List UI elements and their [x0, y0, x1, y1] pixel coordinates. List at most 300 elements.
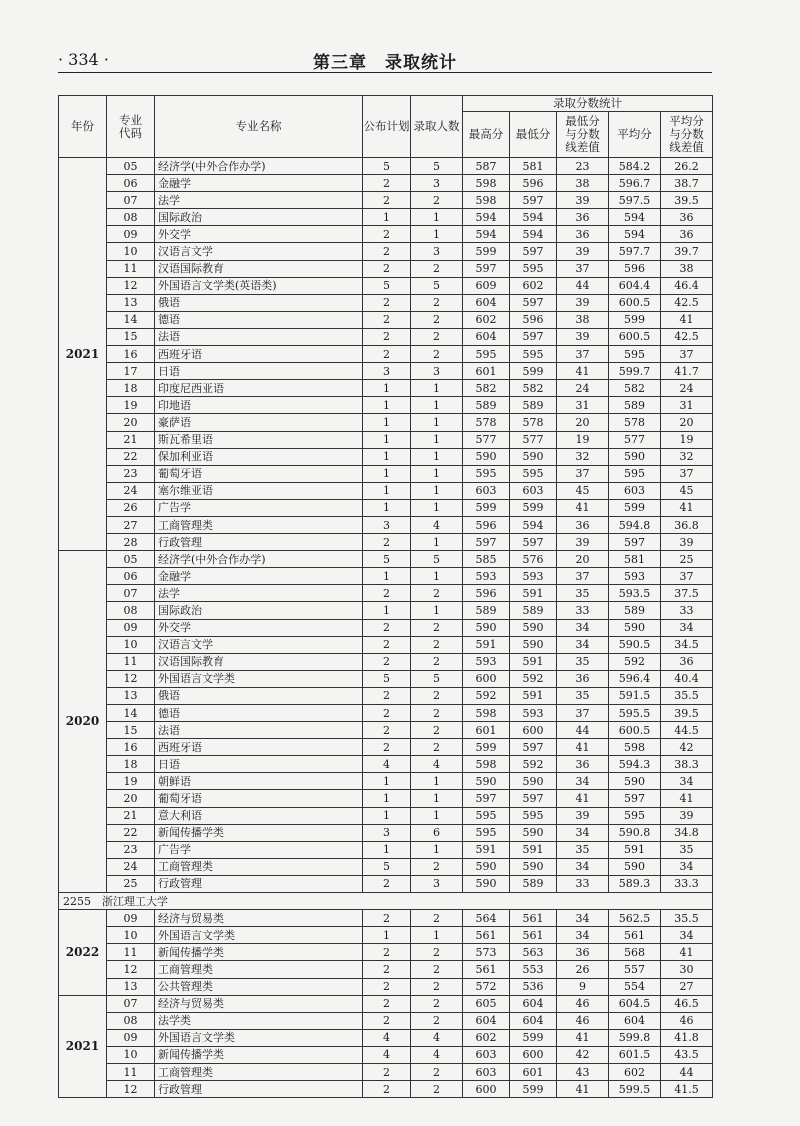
plan-cell: 5: [363, 670, 411, 687]
avg-cell: 590: [609, 858, 661, 875]
avg-cell: 601.5: [609, 1046, 661, 1063]
admitted-cell: 4: [411, 516, 463, 533]
major-cell: 经济与贸易类: [155, 995, 363, 1012]
table-row: [59, 927, 713, 944]
code-cell: 20: [107, 790, 155, 807]
admitted-cell: 2: [411, 687, 463, 704]
max-cell: 598: [463, 756, 510, 773]
major-cell: 豪萨语: [155, 414, 363, 431]
avg-cell: 589.3: [609, 875, 661, 892]
max-cell: 587: [463, 158, 510, 175]
code-cell: 09: [107, 619, 155, 636]
code-cell: 16: [107, 346, 155, 363]
max-cell: 561: [463, 927, 510, 944]
avg-cell: 594.8: [609, 516, 661, 533]
plan-cell: 2: [363, 961, 411, 978]
avg-cell: 595.5: [609, 705, 661, 722]
avg-cell: 603: [609, 482, 661, 499]
min-diff-cell: 38: [557, 311, 609, 328]
table-row: [59, 602, 713, 619]
avg-cell: 568: [609, 944, 661, 961]
table-row: [59, 192, 713, 209]
col-stats-group: 录取分数统计: [463, 96, 713, 112]
avg-diff-cell: 39.5: [661, 192, 713, 209]
admitted-cell: 2: [411, 346, 463, 363]
max-cell: 600: [463, 670, 510, 687]
col-code: 专业 代码: [107, 96, 155, 158]
table-row: [59, 363, 713, 380]
max-cell: 597: [463, 790, 510, 807]
avg-cell: 595: [609, 346, 661, 363]
admitted-cell: 4: [411, 756, 463, 773]
min-diff-cell: 39: [557, 294, 609, 311]
code-cell: 13: [107, 294, 155, 311]
plan-cell: 2: [363, 705, 411, 722]
min-cell: 593: [510, 705, 557, 722]
avg-diff-cell: 42.5: [661, 294, 713, 311]
admitted-cell: 2: [411, 978, 463, 995]
avg-cell: 597: [609, 534, 661, 551]
min-cell: 592: [510, 756, 557, 773]
max-cell: 604: [463, 294, 510, 311]
table-row: [59, 995, 713, 1012]
avg-cell: 584.2: [609, 158, 661, 175]
major-cell: 法语: [155, 722, 363, 739]
admitted-cell: 1: [411, 927, 463, 944]
avg-diff-cell: 26.2: [661, 158, 713, 175]
plan-cell: 1: [363, 807, 411, 824]
min-diff-cell: 9: [557, 978, 609, 995]
avg-cell: 594: [609, 209, 661, 226]
major-cell: 工商管理类: [155, 516, 363, 533]
avg-diff-cell: 42: [661, 739, 713, 756]
min-cell: 600: [510, 1046, 557, 1063]
avg-cell: 591.5: [609, 687, 661, 704]
min-cell: 582: [510, 380, 557, 397]
max-cell: 605: [463, 995, 510, 1012]
table-row: [59, 722, 713, 739]
min-diff-cell: 23: [557, 158, 609, 175]
table-row: [59, 311, 713, 328]
code-cell: 28: [107, 534, 155, 551]
avg-diff-cell: 36: [661, 209, 713, 226]
code-cell: 07: [107, 192, 155, 209]
code-cell: 15: [107, 722, 155, 739]
avg-diff-cell: 46.4: [661, 277, 713, 294]
major-cell: 外交学: [155, 226, 363, 243]
avg-diff-cell: 24: [661, 380, 713, 397]
school-name: 2255 浙江理工大学: [59, 893, 713, 910]
max-cell: 593: [463, 568, 510, 585]
max-cell: 594: [463, 209, 510, 226]
major-cell: 国际政治: [155, 209, 363, 226]
code-cell: 11: [107, 1063, 155, 1080]
min-cell: 591: [510, 585, 557, 602]
table-row: [59, 328, 713, 345]
avg-cell: 557: [609, 961, 661, 978]
min-diff-cell: 41: [557, 499, 609, 516]
max-cell: 564: [463, 910, 510, 927]
min-cell: 596: [510, 175, 557, 192]
min-cell: 590: [510, 619, 557, 636]
min-diff-cell: 37: [557, 465, 609, 482]
max-cell: 602: [463, 311, 510, 328]
min-diff-cell: 39: [557, 192, 609, 209]
max-cell: 595: [463, 465, 510, 482]
admitted-cell: 4: [411, 1046, 463, 1063]
table-row: [59, 961, 713, 978]
table-row: [59, 380, 713, 397]
table-row: [59, 534, 713, 551]
table-row: [59, 807, 713, 824]
min-cell: 590: [510, 448, 557, 465]
table-row: [59, 858, 713, 875]
min-cell: 561: [510, 910, 557, 927]
min-diff-cell: 42: [557, 1046, 609, 1063]
code-cell: 12: [107, 1081, 155, 1098]
min-diff-cell: 35: [557, 585, 609, 602]
min-cell: 597: [510, 328, 557, 345]
table-row: [59, 346, 713, 363]
max-cell: 596: [463, 585, 510, 602]
plan-cell: 1: [363, 482, 411, 499]
admitted-cell: 4: [411, 1029, 463, 1046]
avg-cell: 596.4: [609, 670, 661, 687]
code-cell: 18: [107, 756, 155, 773]
col-avg-diff: 平均分 与分数 线差值: [661, 112, 713, 158]
table-row: [59, 773, 713, 790]
max-cell: 590: [463, 619, 510, 636]
table-row: [59, 465, 713, 482]
max-cell: 603: [463, 482, 510, 499]
admitted-cell: 1: [411, 414, 463, 431]
avg-diff-cell: 30: [661, 961, 713, 978]
code-cell: 09: [107, 1029, 155, 1046]
plan-cell: 2: [363, 687, 411, 704]
min-cell: 576: [510, 551, 557, 568]
avg-diff-cell: 41.7: [661, 363, 713, 380]
min-diff-cell: 39: [557, 328, 609, 345]
major-cell: 汉语言文学: [155, 243, 363, 260]
max-cell: 599: [463, 739, 510, 756]
plan-cell: 1: [363, 448, 411, 465]
code-cell: 08: [107, 1012, 155, 1029]
table-row: [59, 1029, 713, 1046]
code-cell: 12: [107, 277, 155, 294]
code-cell: 21: [107, 807, 155, 824]
min-diff-cell: 35: [557, 841, 609, 858]
avg-diff-cell: 37: [661, 346, 713, 363]
admitted-cell: 1: [411, 790, 463, 807]
max-cell: 603: [463, 1063, 510, 1080]
avg-cell: 604.5: [609, 995, 661, 1012]
major-cell: 广告学: [155, 841, 363, 858]
admitted-cell: 2: [411, 585, 463, 602]
major-cell: 德语: [155, 705, 363, 722]
min-diff-cell: 44: [557, 277, 609, 294]
max-cell: 604: [463, 1012, 510, 1029]
table-row: [59, 824, 713, 841]
plan-cell: 1: [363, 414, 411, 431]
min-cell: 589: [510, 875, 557, 892]
plan-cell: 2: [363, 328, 411, 345]
plan-cell: 3: [363, 363, 411, 380]
min-diff-cell: 19: [557, 431, 609, 448]
min-cell: 600: [510, 722, 557, 739]
max-cell: 595: [463, 807, 510, 824]
avg-diff-cell: 46: [661, 1012, 713, 1029]
avg-diff-cell: 37.5: [661, 585, 713, 602]
major-cell: 葡萄牙语: [155, 790, 363, 807]
plan-cell: 2: [363, 944, 411, 961]
major-cell: 金融学: [155, 568, 363, 585]
avg-cell: 582: [609, 380, 661, 397]
avg-diff-cell: 43.5: [661, 1046, 713, 1063]
admitted-cell: 5: [411, 277, 463, 294]
min-diff-cell: 37: [557, 260, 609, 277]
min-diff-cell: 33: [557, 602, 609, 619]
table-row: [59, 705, 713, 722]
major-cell: 新闻传播学类: [155, 824, 363, 841]
major-cell: 朝鲜语: [155, 773, 363, 790]
max-cell: 604: [463, 328, 510, 345]
admitted-cell: 1: [411, 568, 463, 585]
avg-diff-cell: 35.5: [661, 687, 713, 704]
avg-diff-cell: 41: [661, 790, 713, 807]
max-cell: 592: [463, 687, 510, 704]
table-body: [59, 158, 713, 1098]
min-diff-cell: 39: [557, 243, 609, 260]
admitted-cell: 2: [411, 995, 463, 1012]
page-number: · 334 ·: [58, 50, 109, 69]
admitted-cell: 1: [411, 226, 463, 243]
min-diff-cell: 36: [557, 756, 609, 773]
avg-diff-cell: 31: [661, 397, 713, 414]
avg-cell: 589: [609, 602, 661, 619]
code-cell: 22: [107, 448, 155, 465]
avg-diff-cell: 38.3: [661, 756, 713, 773]
avg-cell: 578: [609, 414, 661, 431]
max-cell: 598: [463, 175, 510, 192]
min-diff-cell: 34: [557, 858, 609, 875]
table-row: [59, 397, 713, 414]
avg-diff-cell: 37: [661, 465, 713, 482]
min-cell: 599: [510, 1029, 557, 1046]
min-cell: 599: [510, 1081, 557, 1098]
table-row: [59, 158, 713, 175]
min-diff-cell: 20: [557, 414, 609, 431]
max-cell: 590: [463, 858, 510, 875]
major-cell: 俄语: [155, 687, 363, 704]
min-diff-cell: 46: [557, 995, 609, 1012]
max-cell: 598: [463, 192, 510, 209]
table-row: [59, 653, 713, 670]
min-cell: 590: [510, 824, 557, 841]
max-cell: 590: [463, 448, 510, 465]
code-cell: 06: [107, 175, 155, 192]
plan-cell: 2: [363, 653, 411, 670]
code-cell: 10: [107, 927, 155, 944]
plan-cell: 2: [363, 619, 411, 636]
min-diff-cell: 36: [557, 226, 609, 243]
table-row: [59, 841, 713, 858]
major-cell: 广告学: [155, 499, 363, 516]
max-cell: 589: [463, 397, 510, 414]
major-cell: 印度尼西亚语: [155, 380, 363, 397]
plan-cell: 2: [363, 1063, 411, 1080]
code-cell: 11: [107, 944, 155, 961]
col-admitted: 录取人数: [411, 96, 463, 158]
major-cell: 法语: [155, 328, 363, 345]
code-cell: 12: [107, 670, 155, 687]
plan-cell: 1: [363, 431, 411, 448]
plan-cell: 2: [363, 875, 411, 892]
table-row: [59, 482, 713, 499]
code-cell: 19: [107, 773, 155, 790]
table-row: [59, 1063, 713, 1080]
col-min: 最低分: [510, 112, 557, 158]
min-cell: 591: [510, 687, 557, 704]
code-cell: 24: [107, 482, 155, 499]
min-cell: 581: [510, 158, 557, 175]
max-cell: 591: [463, 841, 510, 858]
avg-diff-cell: 37: [661, 568, 713, 585]
code-cell: 23: [107, 841, 155, 858]
min-cell: 604: [510, 995, 557, 1012]
min-diff-cell: 37: [557, 346, 609, 363]
major-cell: 日语: [155, 756, 363, 773]
major-cell: 外国语言文学类: [155, 927, 363, 944]
min-diff-cell: 43: [557, 1063, 609, 1080]
max-cell: 577: [463, 431, 510, 448]
avg-cell: 599: [609, 311, 661, 328]
min-diff-cell: 35: [557, 687, 609, 704]
avg-diff-cell: 45: [661, 482, 713, 499]
admitted-cell: 2: [411, 944, 463, 961]
admitted-cell: 2: [411, 653, 463, 670]
code-cell: 11: [107, 260, 155, 277]
major-cell: 工商管理类: [155, 961, 363, 978]
major-cell: 塞尔维亚语: [155, 482, 363, 499]
major-cell: 保加利亚语: [155, 448, 363, 465]
plan-cell: 4: [363, 756, 411, 773]
avg-diff-cell: 41.8: [661, 1029, 713, 1046]
avg-cell: 589: [609, 397, 661, 414]
avg-diff-cell: 35.5: [661, 910, 713, 927]
plan-cell: 5: [363, 858, 411, 875]
avg-diff-cell: 44: [661, 1063, 713, 1080]
avg-cell: 604: [609, 1012, 661, 1029]
min-diff-cell: 41: [557, 790, 609, 807]
max-cell: 596: [463, 516, 510, 533]
max-cell: 603: [463, 1046, 510, 1063]
min-diff-cell: 33: [557, 875, 609, 892]
avg-diff-cell: 34: [661, 773, 713, 790]
school-row: [59, 893, 713, 910]
admission-score-table: [58, 95, 713, 1098]
code-cell: 08: [107, 602, 155, 619]
plan-cell: 2: [363, 294, 411, 311]
max-cell: 599: [463, 499, 510, 516]
plan-cell: 1: [363, 397, 411, 414]
admitted-cell: 2: [411, 722, 463, 739]
max-cell: 561: [463, 961, 510, 978]
major-cell: 经济与贸易类: [155, 910, 363, 927]
admitted-cell: 6: [411, 824, 463, 841]
plan-cell: 5: [363, 551, 411, 568]
admitted-cell: 1: [411, 807, 463, 824]
code-cell: 21: [107, 431, 155, 448]
avg-diff-cell: 33: [661, 602, 713, 619]
avg-cell: 577: [609, 431, 661, 448]
code-cell: 07: [107, 585, 155, 602]
table-row: [59, 499, 713, 516]
min-diff-cell: 39: [557, 807, 609, 824]
max-cell: 595: [463, 824, 510, 841]
avg-diff-cell: 32: [661, 448, 713, 465]
min-cell: 590: [510, 636, 557, 653]
avg-diff-cell: 44.5: [661, 722, 713, 739]
min-diff-cell: 38: [557, 175, 609, 192]
plan-cell: 1: [363, 209, 411, 226]
plan-cell: 2: [363, 910, 411, 927]
code-cell: 14: [107, 311, 155, 328]
min-cell: 601: [510, 1063, 557, 1080]
table-row: [59, 414, 713, 431]
major-cell: 公共管理类: [155, 978, 363, 995]
code-cell: 15: [107, 328, 155, 345]
code-cell: 10: [107, 1046, 155, 1063]
plan-cell: 2: [363, 978, 411, 995]
code-cell: 13: [107, 687, 155, 704]
major-cell: 国际政治: [155, 602, 363, 619]
min-cell: 595: [510, 807, 557, 824]
code-cell: 23: [107, 465, 155, 482]
avg-cell: 592: [609, 653, 661, 670]
col-avg: 平均分: [609, 112, 661, 158]
min-diff-cell: 34: [557, 773, 609, 790]
major-cell: 葡萄牙语: [155, 465, 363, 482]
avg-diff-cell: 36: [661, 226, 713, 243]
min-cell: 597: [510, 790, 557, 807]
code-cell: 20: [107, 414, 155, 431]
plan-cell: 1: [363, 380, 411, 397]
avg-cell: 597.5: [609, 192, 661, 209]
plan-cell: 4: [363, 1046, 411, 1063]
max-cell: 573: [463, 944, 510, 961]
major-cell: 经济学(中外合作办学): [155, 158, 363, 175]
avg-diff-cell: 34.5: [661, 636, 713, 653]
admitted-cell: 2: [411, 294, 463, 311]
major-cell: 外国语言文学类: [155, 1029, 363, 1046]
avg-diff-cell: 19: [661, 431, 713, 448]
admitted-cell: 3: [411, 363, 463, 380]
avg-cell: 591: [609, 841, 661, 858]
admitted-cell: 2: [411, 1012, 463, 1029]
admitted-cell: 2: [411, 636, 463, 653]
admitted-cell: 2: [411, 328, 463, 345]
admitted-cell: 2: [411, 1081, 463, 1098]
code-cell: 06: [107, 568, 155, 585]
code-cell: 09: [107, 226, 155, 243]
min-cell: 591: [510, 841, 557, 858]
table-row: [59, 687, 713, 704]
min-cell: 592: [510, 670, 557, 687]
min-diff-cell: 41: [557, 739, 609, 756]
avg-cell: 602: [609, 1063, 661, 1080]
plan-cell: 1: [363, 568, 411, 585]
min-diff-cell: 34: [557, 910, 609, 927]
